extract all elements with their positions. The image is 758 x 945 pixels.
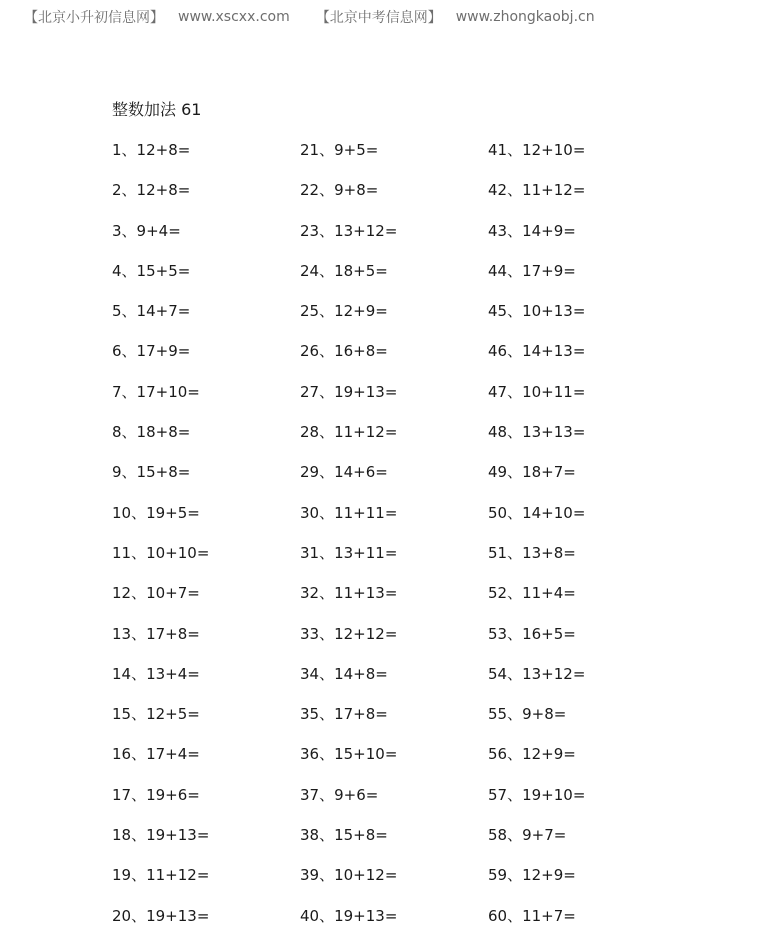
problem-item: 14、13+4=	[112, 664, 200, 683]
problem-item: 46、14+13=	[488, 342, 586, 361]
problem-item: 60、11+7=	[488, 906, 576, 925]
problem-item: 9、15+8=	[112, 463, 191, 482]
problem-item: 20、19+13=	[112, 906, 210, 925]
problem-item: 23、13+12=	[300, 221, 398, 240]
problem-item: 27、19+13=	[300, 382, 398, 401]
worksheet-title: 整数加法 61	[112, 100, 202, 119]
problem-item: 50、14+10=	[488, 503, 586, 522]
problem-item: 15、12+5=	[112, 705, 200, 724]
problem-item: 16、17+4=	[112, 745, 200, 764]
problem-item: 10、19+5=	[112, 503, 200, 522]
site1-name: 【北京小升初信息网】	[24, 10, 164, 26]
problem-item: 22、9+8=	[300, 181, 379, 200]
problem-item: 18、19+13=	[112, 826, 210, 845]
problem-item: 1、12+8=	[112, 141, 191, 159]
problem-item: 44、17+9=	[488, 261, 576, 280]
problem-item: 49、18+7=	[488, 463, 576, 482]
problem-item: 36、15+10=	[300, 745, 398, 764]
problem-item: 4、15+5=	[112, 261, 191, 280]
problem-item: 2、12+8=	[112, 181, 191, 200]
problem-item: 8、18+8=	[112, 423, 191, 442]
problem-item: 17、19+6=	[112, 785, 200, 804]
problem-column	[300, 139, 488, 945]
problem-item: 43、14+9=	[488, 221, 576, 240]
problem-column	[112, 139, 300, 945]
problem-item: 11、10+10=	[112, 543, 210, 562]
site1-url[interactable]: www.xscxx.com	[178, 9, 290, 25]
problem-column	[488, 139, 676, 945]
problem-item: 19、11+12=	[112, 866, 210, 885]
problem-item: 25、12+9=	[300, 302, 388, 321]
problem-item: 24、18+5=	[300, 261, 388, 280]
problem-item: 3、9+4=	[112, 221, 181, 240]
problem-item: 28、11+12=	[300, 423, 398, 442]
problem-item: 40、19+13=	[300, 906, 398, 925]
problem-item: 45、10+13=	[488, 302, 586, 321]
problem-item: 29、14+6=	[300, 463, 388, 482]
problem-item: 51、13+8=	[488, 543, 576, 562]
problem-item: 31、13+11=	[300, 543, 398, 562]
problem-item: 53、16+5=	[488, 624, 576, 643]
problem-item: 37、9+6=	[300, 785, 379, 804]
problem-item: 34、14+8=	[300, 664, 388, 683]
problem-item: 32、11+13=	[300, 584, 398, 603]
problem-item: 5、14+7=	[112, 302, 191, 321]
problem-item: 6、17+9=	[112, 342, 191, 361]
problem-item: 55、9+8=	[488, 705, 567, 724]
problem-item: 52、11+4=	[488, 584, 576, 603]
problem-item: 26、16+8=	[300, 342, 388, 361]
problem-item: 56、12+9=	[488, 745, 576, 764]
problem-item: 48、13+13=	[488, 423, 586, 442]
problem-item: 7、17+10=	[112, 382, 200, 401]
problem-item: 21、9+5=	[300, 141, 379, 159]
problem-item: 35、17+8=	[300, 705, 388, 724]
problem-item: 38、15+8=	[300, 826, 388, 845]
problem-item: 58、9+7=	[488, 826, 567, 845]
site2-url[interactable]: www.zhongkaobj.cn	[455, 9, 595, 25]
page-header	[24, 6, 621, 28]
problem-item: 12、10+7=	[112, 584, 200, 603]
problem-item: 39、10+12=	[300, 866, 398, 885]
problem-item: 54、13+12=	[488, 664, 586, 683]
problem-item: 41、12+10=	[488, 141, 586, 159]
problem-item: 57、19+10=	[488, 785, 586, 804]
problem-item: 42、11+12=	[488, 181, 586, 200]
problem-item: 33、12+12=	[300, 624, 398, 643]
problem-item: 13、17+8=	[112, 624, 200, 643]
problem-grid	[112, 139, 676, 945]
site2-name: 【北京中考信息网】	[315, 10, 442, 26]
problem-item: 47、10+11=	[488, 382, 586, 401]
problem-item: 30、11+11=	[300, 503, 398, 522]
problem-item: 59、12+9=	[488, 866, 576, 885]
